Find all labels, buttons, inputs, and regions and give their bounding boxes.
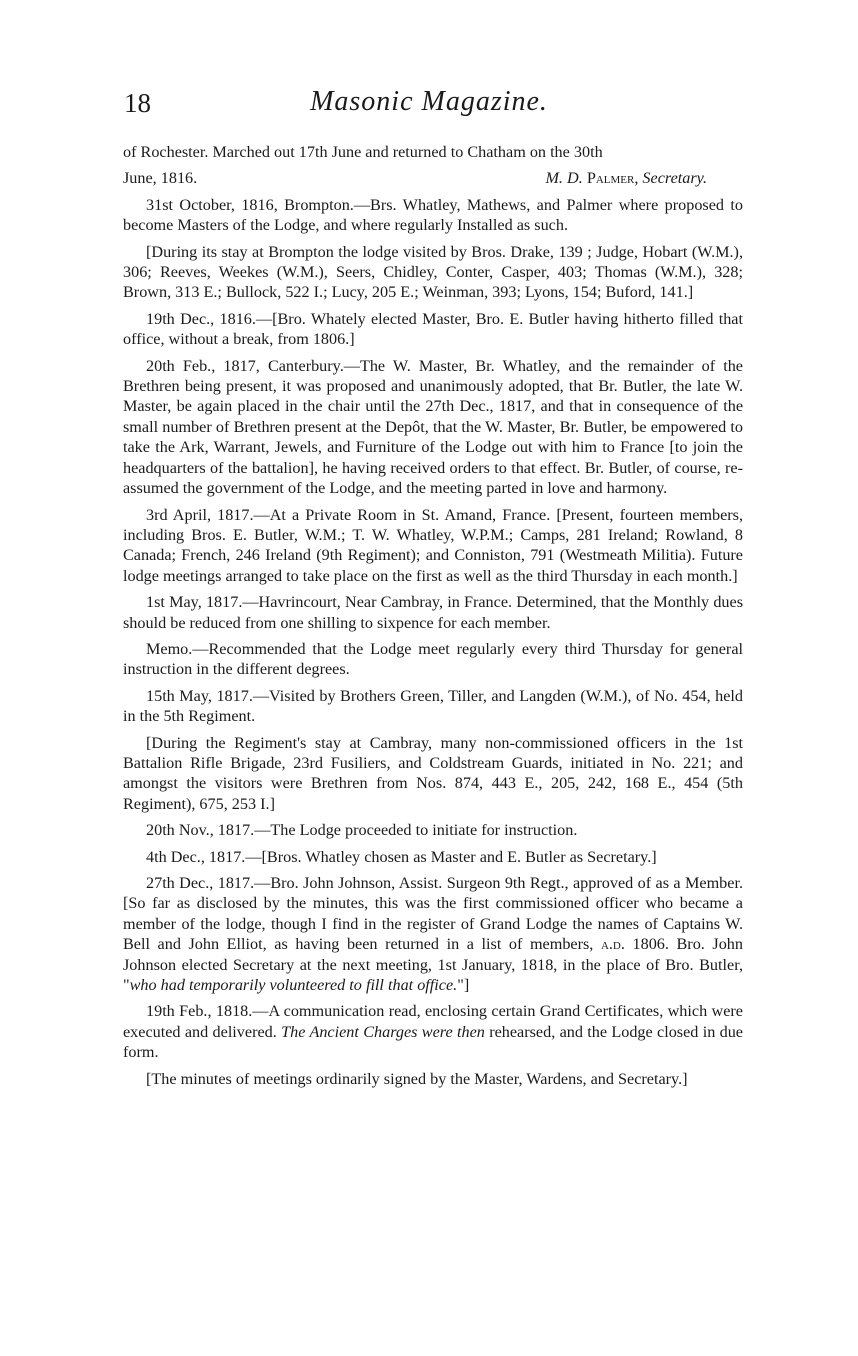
italic-text: The Ancient Charges were then <box>281 1022 485 1041</box>
paragraph <box>123 873 743 995</box>
paragraph: 20th Feb., 1817, Canterbury.—The W. Master, Br. Whatley, and the remainder of the Brethren being present, it was proposed and unanimously adopted, that Br. Butler, the late W. Master, be again placed in the chair until the 27th Dec., 1817, and that in consequence of the small number of Brethren present at the Depôt, that the W. Master, Br. Butler, be empowered to take the Ark, Warrant, Jewels, and Furniture of the Lodge out with him to France [to join the headquarters of the battalion], he having received orders to that effect. Br. Butler, of course, re-assumed the government of the Lodge, and the meeting parted in love and harmony. <box>123 356 743 498</box>
secretary-signature <box>545 168 743 188</box>
paragraph-text: 19th Feb., 1818.—A communication read, enclosing certain Grand Certificates, which were executed and delivered. <box>123 1002 743 1041</box>
page-header <box>0 84 858 124</box>
signature-initials: M. D. <box>545 169 583 188</box>
paragraph: 1st May, 1817.—Havrincourt, Near Cambray, in France. Determined, that the Monthly dues should be reduced from one shilling to sixpence for each member. <box>123 593 743 632</box>
signature-surname: Palmer <box>586 169 635 188</box>
paragraph: 15th May, 1817.—Visited by Brothers Green, Tiller, and Langden (W.M.), of No. 454, held in the 5th Regiment. <box>123 686 743 726</box>
paragraph: 4th Dec., 1817.—[Bros. Whatley chosen as Master and E. Butler as Secretary.] <box>146 847 657 866</box>
paragraph: of Rochester. Marched out 17th June and returned to Chatham on the 30th <box>123 143 603 161</box>
running-title: Masonic Magazine. <box>310 86 548 117</box>
era-abbreviation: a.d. <box>600 935 625 954</box>
paragraph-text: 1806. Bro. John Johnson elected Secretary at the next meeting, 1st January, 1818, in the place of Bro. Butler, " <box>123 935 743 995</box>
signature-role: , Secretary. <box>634 169 707 188</box>
paragraph: [During the Regiment's stay at Cambray, many non-commissioned officers in the 1st Battalion Rifle Brigade, 23rd Fusiliers, and Coldstream Guards, initiated in No. 221; and amongst the visitors were Brethren from Nos. 874, 443 E., 205, 242, 168 E., 454 (5th Regiment), 675, 253 I.] <box>123 733 743 813</box>
paragraph: [The minutes of meetings ordinarily signed by the Master, Wardens, and Secretary.] <box>146 1069 688 1088</box>
page-number: 18 <box>124 88 151 118</box>
paragraph: Memo.—Recommended that the Lodge meet regularly every third Thursday for general instruction in the different degrees. <box>123 639 743 679</box>
paragraph: 20th Nov., 1817.—The Lodge proceeded to initiate for instruction. <box>146 821 578 840</box>
paragraph: [During its stay at Brompton the lodge visited by Bros. Drake, 139 ; Judge, Hobart (W.M.), 306; Reeves, Weekes (W.M.), Seers, Chidley, Conter, Casper, 403; Thomas (W.M.), 328; Brown, 313 E.; Bullock, 522 I.; Lucy, 205 E.; Weinman, 393; Lyons, 154; Buford, 141.] <box>123 242 743 302</box>
paragraph-text: "] <box>457 976 470 995</box>
article-body <box>123 142 743 1095</box>
signature-line <box>123 168 743 188</box>
paragraph: 31st October, 1816, Brompton.—Brs. Whatley, Mathews, and Palmer where proposed to become Masters of the Lodge, and where regularly Installed as such. <box>123 195 743 235</box>
paragraph <box>123 1001 743 1062</box>
paragraph-text: rehearsed, and the Lodge closed in due form. <box>123 1022 743 1062</box>
paragraph-text: 27th Dec., 1817.—Bro. John Johnson, Assist. Surgeon 9th Regt., approved of as a Member. [So far as disclosed by the minutes, this was the first commissioned officer who became a member of the lodge, though I find in the register of Grand Lodge the names of Captains W. Bell and John Elliot, as having been returned in a list of members, <box>123 874 743 954</box>
paragraph: 3rd April, 1817.—At a Private Room in St. Amand, France. [Present, fourteen members, including Bros. E. Butler, W.M.; T. W. Whatley, W.P.M.; Camps, 281 Ireland; Rowland, 8 Canada; French, 246 Ireland (9th Regiment); and Conniston, 791 (Westmeath Militia). Future lodge meetings arranged to take place on the first as well as the third Thursday in each month.] <box>123 505 743 585</box>
paragraph: 19th Dec., 1816.—[Bro. Whately elected Master, Bro. E. Butler having hitherto filled that office, without a break, from 1806.] <box>123 309 743 349</box>
date-text: June, 1816. <box>123 169 198 188</box>
quoted-text: who had temporarily volunteered to fill that office. <box>129 976 458 995</box>
